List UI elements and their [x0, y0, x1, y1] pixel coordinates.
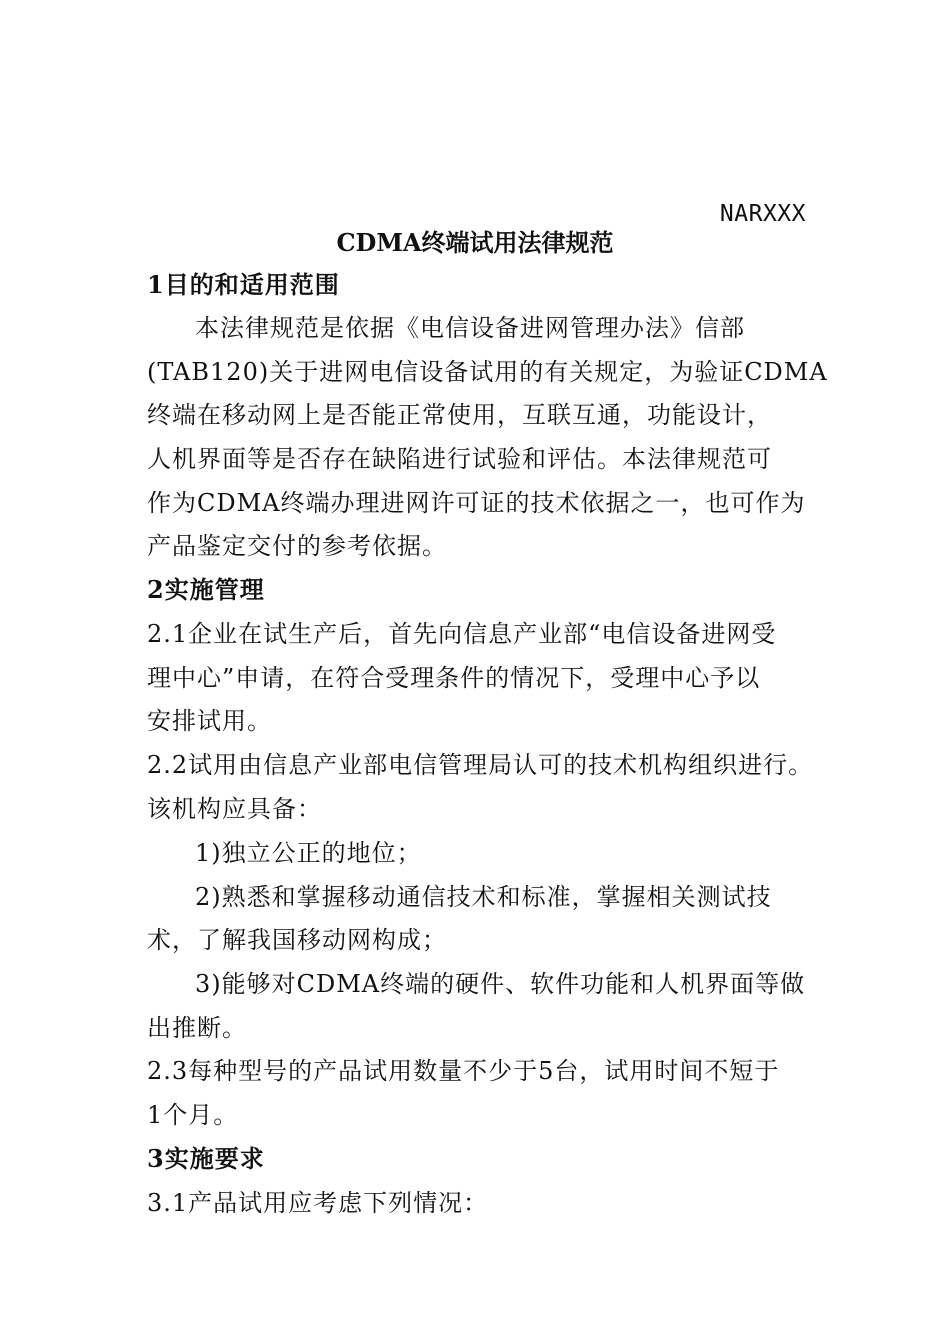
list-item: 3)能够对CDMA终端的硬件、软件功能和人机界面等做 [195, 970, 806, 998]
section-1-heading: 1目的和适用范围 [147, 270, 340, 299]
paragraph-line: 本法律规范是依据《电信设备进网管理办法》信部 [195, 314, 745, 342]
paragraph-line: 2.2试用由信息产业部电信管理局认可的技术机构组织进行。 [147, 751, 814, 779]
paragraph-line: 产品鉴定交付的参考依据。 [147, 532, 447, 560]
paragraph-line: 2.1企业在试生产后，首先向信息产业部“电信设备进网受 [147, 620, 777, 648]
list-item: 2)熟悉和掌握移动通信技术和标准，掌握相关测试技 [195, 883, 772, 911]
paragraph-line: 术，了解我国移动网构成； [147, 926, 447, 954]
paragraph-line: 理中心”申请，在符合受理条件的情况下，受理中心予以 [147, 664, 761, 692]
section-2-heading: 2实施管理 [147, 575, 265, 604]
paragraph-line: 1个月。 [147, 1101, 239, 1129]
paragraph-line: 终端在移动网上是否能正常使用，互联互通，功能设计， [147, 401, 772, 429]
paragraph-line: 人机界面等是否存在缺陷进行试验和评估。本法律规范可 [147, 445, 772, 473]
list-item: 1)独立公正的地位； [195, 839, 422, 867]
paragraph-line: 安排试用。 [147, 707, 272, 735]
paragraph-line: 该机构应具备： [147, 795, 322, 823]
document-title: CDMA终端试用法律规范 [336, 228, 614, 257]
section-3-heading: 3实施要求 [147, 1144, 265, 1173]
paragraph-line: 作为CDMA终端办理进网许可证的技术依据之一，也可作为 [147, 489, 806, 517]
paragraph-line: (TAB120)关于进网电信设备试用的有关规定，为验证CDMA [147, 358, 828, 386]
paragraph-line: 2.3每种型号的产品试用数量不少于5台，试用时间不短于 [147, 1057, 780, 1085]
paragraph-line: 3.1产品试用应考虑下列情况： [147, 1189, 489, 1217]
paragraph-line: 出推断。 [147, 1014, 247, 1042]
document-code: NARXXX [719, 201, 806, 227]
